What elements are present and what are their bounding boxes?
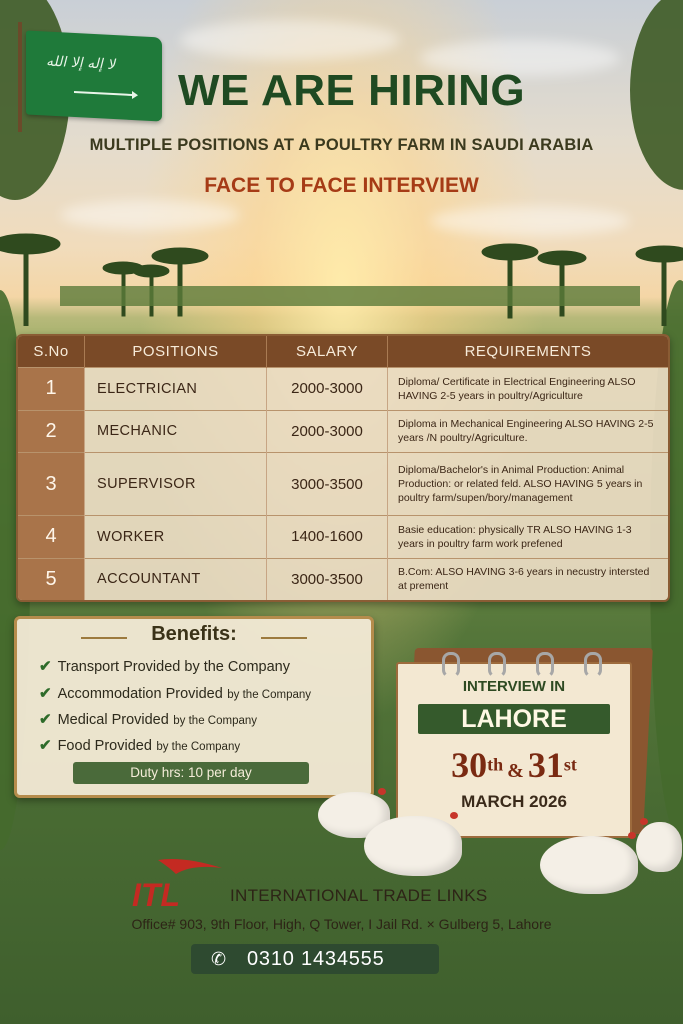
table-header-row [18,336,668,368]
column-header-requirements: REQUIREMENTS [388,336,669,368]
position-name: MECHANIC [85,410,267,453]
interview-city: LAHORE [418,704,610,734]
phone-button[interactable] [191,944,439,974]
salary-range: 2000-3000 [267,368,388,411]
benefit-subtext: by the Company [156,741,241,753]
logo-text: ITL [132,877,180,910]
position-name: WORKER [85,516,267,559]
requirements-text: Diploma in Mechanical Engineering ALSO HAVING 2-5 years /N poultry/Agriculture. [388,410,669,453]
benefit-item [39,736,240,755]
benefits-panel [14,616,374,798]
company-name: INTERNATIONAL TRADE LINKS [230,886,488,905]
ring-icon [584,652,602,678]
flag-pole [18,22,22,132]
ring-icon [536,652,554,678]
table-row [18,516,668,559]
table-row [18,368,668,411]
calendar-heading: INTERVIEW IN [462,678,566,695]
cloud [180,20,400,60]
office-address: Office# 903, 9th Floor, High, Q Tower, I Jail Rd. × Gulberg 5, Lahore [131,916,552,932]
date-suffix-1: th [487,754,504,775]
checkmark-icon: ✔ [39,737,52,754]
calendar-page [396,662,632,838]
benefit-subtext: by the Company [173,715,258,727]
poster-title: WE ARE HIRING [178,66,526,115]
interview-dates [398,744,630,786]
requirements-text: Diploma/Bachelor's in Animal Production: Animal Production: or related feld. ALSO HAVING 5 years in poultry farm/supen/bory/management [388,453,669,516]
phone-number: 0310 1434555 [247,948,385,970]
date-day-2: 31 [527,745,564,785]
row-number: 2 [18,410,85,453]
benefit-item [39,657,290,676]
interview-calendar [396,640,648,836]
benefit-text: Accommodation Provided [57,686,223,702]
phone-icon: ✆ [211,949,227,969]
chicken-illustration [636,822,682,872]
salary-range: 2000-3000 [267,410,388,453]
benefit-text: Food Provided [57,738,152,754]
row-number: 1 [18,368,85,411]
ring-icon [488,652,506,678]
row-number: 5 [18,558,85,600]
column-header-positions: POSITIONS [85,336,267,368]
benefit-item [39,710,257,729]
position-name: SUPERVISOR [85,453,267,516]
itl-logo [130,854,226,910]
row-number: 3 [18,453,85,516]
column-header-sno: S.No [18,336,85,368]
requirements-text: Diploma/ Certificate in Electrical Engineering ALSO HAVING 2-5 years in poultry/Agriculture [388,368,669,411]
table-row [18,410,668,453]
chicken-illustration [540,836,638,894]
salary-range: 3000-3500 [267,558,388,600]
salary-range: 3000-3500 [267,453,388,516]
benefit-subtext: by the Company [227,689,312,701]
position-name: ACCOUNTANT [85,558,267,600]
benefit-text: Medical Provided [57,712,169,728]
benefit-text: Transport Provided by the Company [57,659,290,675]
flag-emblem: لا إله إلا الله [46,53,116,74]
table-row [18,558,668,600]
benefits-title: Benefits: [151,623,237,645]
row-number: 4 [18,516,85,559]
table-row [18,453,668,516]
date-day-1: 30 [451,745,488,785]
position-name: ELECTRICIAN [85,368,267,411]
requirements-text: Basie education: physically TR ALSO HAVING 1-3 years in poultry farm work prefened [388,516,669,559]
poster-subtitle: MULTIPLE POSITIONS AT A POULTRY FARM IN SAUDI ARABIA [89,136,594,154]
flag-sword [74,91,134,96]
benefit-item [39,684,311,703]
positions-table [16,334,670,602]
salary-range: 1400-1600 [267,516,388,559]
date-suffix-2: st [563,754,577,775]
chicken-illustration [364,816,462,876]
foliage [630,0,683,190]
saudi-flag-icon [26,30,162,121]
column-header-salary: SALARY [267,336,388,368]
requirements-text: B.Com: ALSO HAVING 3-6 years in necustry intersted at prement [388,558,669,600]
checkmark-icon: ✔ [39,711,52,728]
duty-hours: Duty hrs: 10 per day [73,762,309,784]
interview-month: MARCH 2026 [461,792,567,811]
ring-icon [442,652,460,678]
interview-type: FACE TO FACE INTERVIEW [204,174,479,197]
palm-trees [0,216,683,326]
checkmark-icon: ✔ [39,685,52,702]
date-ampersand: & [507,760,524,782]
checkmark-icon: ✔ [39,658,52,675]
